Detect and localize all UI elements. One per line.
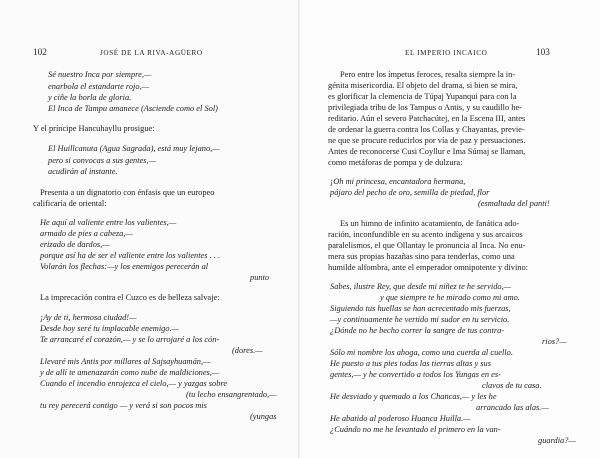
verse-line: ¡Ay de ti, hermosa ciudad!— xyxy=(40,313,137,322)
verse-line: Sé nuestro Inca por siempre,— xyxy=(48,70,152,79)
page-number: 103 xyxy=(536,47,550,57)
verse-line: arrancado las alas.— xyxy=(476,403,549,412)
verse-line: Cuando el incendio enrojezca el cielo,— y yazgas sobre xyxy=(40,379,228,388)
prose-line: paralelismos, el que Ollantay le pronuncia al Inca. No enu- xyxy=(328,241,526,250)
verse-line: porque así ha de ser el valiente entre los valientes . . . xyxy=(40,251,221,260)
verse-line: tu rey perecerá contigo — y verá si son pocos mis xyxy=(40,401,207,410)
verse-line: ¿Dónde no he becho correr la sangre de tus contra- xyxy=(330,326,505,335)
verse-line: Sólo mi nombre los ahoga, como una cuerda al cuello. xyxy=(330,348,513,357)
verse-line: Sabes, ilustre Rey, que desde mi niñez te he servido,— xyxy=(330,282,512,291)
prose-line: Antes de reconocerse Cusi Coyllur e Ima Súmaj se llaman, xyxy=(328,147,526,156)
right-page xyxy=(300,0,600,458)
running-header: JOSÉ DE LA RIVA-AGÜERO xyxy=(100,49,203,57)
prose-line: Presenta a un dignatorio con énfasis que un europeo xyxy=(40,188,215,197)
prose-line: reditario. Aún el severo Patchacútej, en la Escena III, antes xyxy=(328,114,526,123)
verse-line: erizado de dardos,— xyxy=(40,240,110,249)
verse-line: Te arrancaré el corazón,— y se lo arrojaré a los cón- xyxy=(40,335,220,344)
verse-line: enarbola el estandarte rojo,— xyxy=(48,82,150,91)
verse-line: punto xyxy=(250,273,270,282)
verse-line: ¡Oh mi princesa, encantadora hermana, xyxy=(330,177,466,186)
verse-line: He abatido al poderoso Huanca Huilla.— xyxy=(330,414,471,423)
verse-line: clavos de tu casa. xyxy=(482,381,542,390)
verse-line: acudirán al instante. xyxy=(48,167,118,176)
prose-line: génita misericordia. El objeto del drama, si bien se mira, xyxy=(328,81,518,90)
verse-line: El Huillcanuta (Agua Sagrada), está muy lejano,— xyxy=(48,144,220,153)
prose-line: La imprecación contra el Cuzco es de belleza salvaje: xyxy=(40,293,220,302)
verse-line: guardia?— xyxy=(538,436,576,445)
prose-line: humilde alfombra, ante el emperador omnipotente y divino: xyxy=(328,263,529,272)
verse-line: gentes,— y he convertido a todos los Yungas en es- xyxy=(330,370,501,379)
verse-line: Desde hoy seré tu implacable enemigo.— xyxy=(40,324,180,333)
prose-line: privilegiada tribu de los Tampus o Antis, y su caudillo he- xyxy=(328,103,522,112)
page-number: 102 xyxy=(33,47,47,57)
prose-line: Es un himno de infinito acatamiento, de fanática ado- xyxy=(340,219,520,228)
verse-line: pájaro del pecho de oro, semilla de piedad, flor xyxy=(330,188,490,197)
verse-line: (esmaltada del panti! xyxy=(478,199,550,208)
verse-line: He puesto a tus pies todas las tierras altas y sus xyxy=(330,359,491,368)
verse-line: —y continuamente he vertido mi sudor en tu servicio. xyxy=(330,315,510,324)
verse-line: He desviado y quemado a los Chancas,— y les he xyxy=(330,392,497,401)
verse-line: El Inca de Tampu amanece (Asciende como el Sol) xyxy=(48,104,218,113)
verse-line: Llevaré mis Antis por millares al Sajsayhuamán,— xyxy=(40,357,211,366)
verse-line: y de allí te amenazarán como nube de maldiciones,— xyxy=(40,368,220,377)
verse-line: Volarán los flechas:—y los enemigos perecerán al xyxy=(40,262,209,271)
verse-line: armado de pies a cabeza,— xyxy=(40,229,133,238)
prose-line: ración, inconfundible en su acento indígena y sus arcaicos xyxy=(328,230,523,239)
prose-line: mera sus propias hazañas sino para tenderlas, como una xyxy=(328,252,515,261)
verse-line: (tu lecho ensangrentado,— xyxy=(186,390,277,399)
verse-line: He aquí al valiente entre los valientes,— xyxy=(40,218,177,227)
prose-line: ne que se procure reducirlos por vía de paz y persuaciones. xyxy=(328,136,526,145)
verse-line: pero si convocas a sus gentes,— xyxy=(48,156,157,165)
running-header: EL IMPERIO INCAICO xyxy=(405,49,488,57)
prose-line: Y el príncipe Hancuhayllu prosigue: xyxy=(33,124,155,133)
verse-line: y que siempre te he mirado como mi amo. xyxy=(380,293,520,302)
verse-line: Siguiendo tus huellas se han acrecentado mis fuerzas, xyxy=(330,304,511,313)
prose-line: es glorificar la clemencia de Túpaj Yupanqui para con la xyxy=(328,92,517,101)
prose-line: como metáforas de pompa y de dulzura: xyxy=(328,158,463,167)
prose-line: Pero entre los ímpetus feroces, resalta siempre la in- xyxy=(340,70,516,79)
verse-line: ¿Cuándo no me he levantado el primero en la van- xyxy=(330,425,501,434)
verse-line: y ciñe la borla de gloria. xyxy=(48,93,132,102)
verse-line: (yungas xyxy=(250,412,277,421)
prose-line: calificaría de oriental: xyxy=(33,199,107,208)
prose-line: de ordenar la guerra contra los Collas y Chayantas, previe- xyxy=(328,125,525,134)
verse-line: rios?— xyxy=(542,337,567,346)
verse-line: (dores.— xyxy=(232,346,263,355)
